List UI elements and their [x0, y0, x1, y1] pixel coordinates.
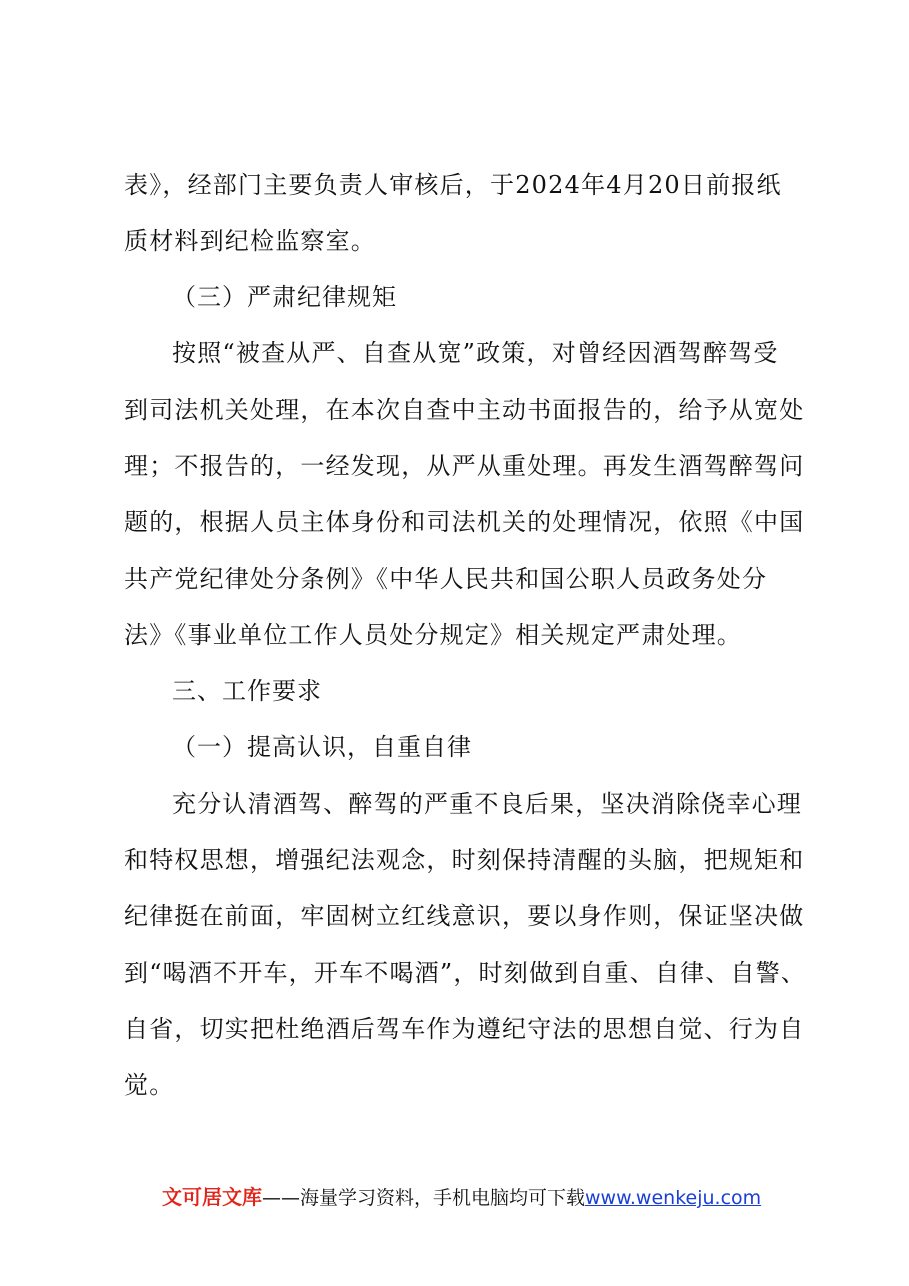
body-text-line: 表》，经部门主要负责人审核后，于2024年4月20日前报纸: [124, 171, 782, 199]
body-text-line: 到司法机关处理，在本次自查中主动书面报告的，给予从宽处: [124, 396, 805, 424]
section-heading: 三、工作要求: [172, 677, 322, 705]
body-text-line: 和特权思想，增强纪法观念，时刻保持清醒的头脑，把规矩和: [124, 846, 805, 874]
footer-tagline: ——海量学习资料，手机电脑均可下载: [262, 1187, 586, 1209]
body-text-line: 题的，根据人员主体身份和司法机关的处理情况，依照《中国: [124, 508, 805, 536]
body-text-line: 质材料到纪检监察室。: [124, 227, 376, 255]
footer-website-link[interactable]: www.wenkeju.com: [585, 1187, 762, 1209]
footer-watermark: [162, 1184, 761, 1211]
body-text-line: 按照“被查从严、自查从宽”政策，对曾经因酒驾醉驾受: [172, 339, 779, 367]
body-text-line: 纪律挺在前面，牢固树立红线意识，要以身作则，保证坚决做: [124, 902, 805, 930]
body-text-line: 自省，切实把杜绝酒后驾车作为遵纪守法的思想自觉、行为自: [124, 1015, 805, 1043]
subsection-heading: （三）严肃纪律规矩: [172, 283, 397, 311]
body-text-line: 理；不报告的，一经发现，从严从重处理。再发生酒驾醉驾问: [124, 452, 805, 480]
body-text-line: 觉。: [124, 1071, 175, 1099]
body-text-line: 共产党纪律处分条例》《中华人民共和国公职人员政务处分: [124, 565, 768, 593]
body-text-line: 法》《事业单位工作人员处分规定》相关规定严肃处理。: [124, 621, 742, 649]
footer-brand: 文可居文库: [162, 1185, 262, 1209]
body-text-line: 到“喝酒不开车，开车不喝酒”，时刻做到自重、自律、自警、: [124, 959, 807, 987]
subsection-heading: （一）提高认识，自重自律: [172, 733, 472, 761]
body-text-line: 充分认清酒驾、醉驾的严重不良后果，坚决消除侥幸心理: [172, 790, 802, 818]
